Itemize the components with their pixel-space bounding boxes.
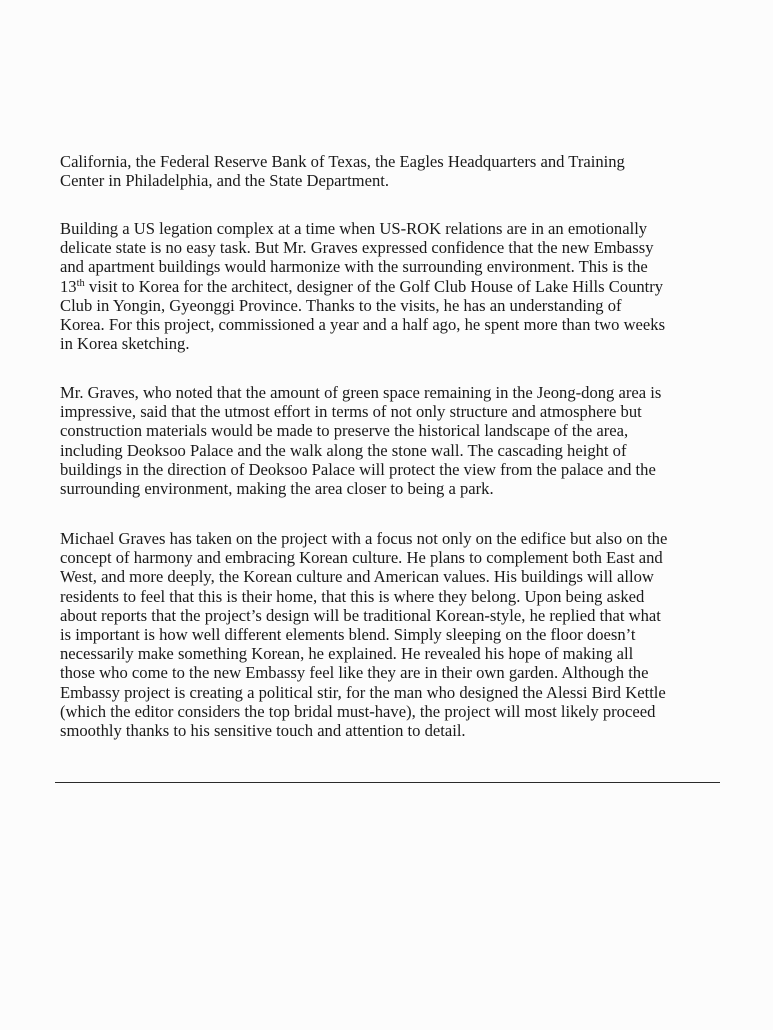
text-line: Mr. Graves, who noted that the amount of green space remaining in the Jeong-dong area is <box>60 383 662 402</box>
text-line: residents to feel that this is their home, that this is where they belong. Upon being asked <box>60 586 645 606</box>
text-line: Club in Yongin, Gyeonggi Province. Thanks to the visits, he has an understanding of <box>60 295 622 315</box>
ordinal-superscript: th <box>76 277 85 289</box>
text-line: construction materials would be made to preserve the historical landscape of the area, <box>60 421 629 441</box>
text-line: Building a US legation complex at a time when US-ROK relations are in an emotionally <box>60 219 648 238</box>
text-line: (which the editor considers the top bridal must-have), the project will most likely proceed <box>60 701 656 721</box>
text-line <box>60 277 725 296</box>
text-line: Center in Philadelphia, and the State Department. <box>60 171 390 191</box>
text-line: delicate state is no easy task. But Mr. Graves expressed confidence that the new Embassy <box>60 238 654 258</box>
ordinal-number: 13 <box>60 276 77 296</box>
text-line: about reports that the project’s design will be traditional Korean-style, he replied that what <box>60 605 661 625</box>
text-line: buildings in the direction of Deoksoo Palace will protect the view from the palace and the <box>60 459 656 479</box>
text-line: West, and more deeply, the Korean culture and American values. His buildings will allow <box>60 567 654 587</box>
text-line: in Korea sketching. <box>60 334 190 354</box>
text-line: is important is how well different elements blend. Simply sleeping on the floor doesn’t <box>60 625 636 645</box>
text-line: impressive, said that the utmost effort in terms of not only structure and atmosphere but <box>60 402 642 422</box>
text-line: Michael Graves has taken on the project with a focus not only on the edifice but also on the <box>60 529 668 548</box>
text-line: including Deoksoo Palace and the walk along the stone wall. The cascading height of <box>60 440 627 460</box>
paragraph-4 <box>60 529 725 740</box>
text-line-rest: visit to Korea for the architect, designer of the Golf Club House of Lake Hills Country <box>84 276 664 296</box>
text-line: necessarily make something Korean, he explained. He revealed his hope of making all <box>60 644 634 664</box>
text-line: surrounding environment, making the area closer to being a park. <box>60 479 494 499</box>
text-line: those who come to the new Embassy feel like they are in their own garden. Although the <box>60 663 649 683</box>
text-line: concept of harmony and embracing Korean culture. He plans to complement both East and <box>60 548 663 568</box>
text-line: Embassy project is creating a political stir, for the man who designed the Alessi Bird Kettle <box>60 682 666 702</box>
paragraph-2 <box>60 219 725 353</box>
text-line: smoothly thanks to his sensitive touch and attention to detail. <box>60 721 466 741</box>
paragraph-3 <box>60 383 725 498</box>
paragraph-1 <box>60 152 725 190</box>
horizontal-rule <box>55 782 720 783</box>
text-line: Korea. For this project, commissioned a year and a half ago, he spent more than two weeks <box>60 315 666 335</box>
text-line: California, the Federal Reserve Bank of Texas, the Eagles Headquarters and Training <box>60 152 625 171</box>
text-line: and apartment buildings would harmonize with the surrounding environment. This is the <box>60 257 648 277</box>
